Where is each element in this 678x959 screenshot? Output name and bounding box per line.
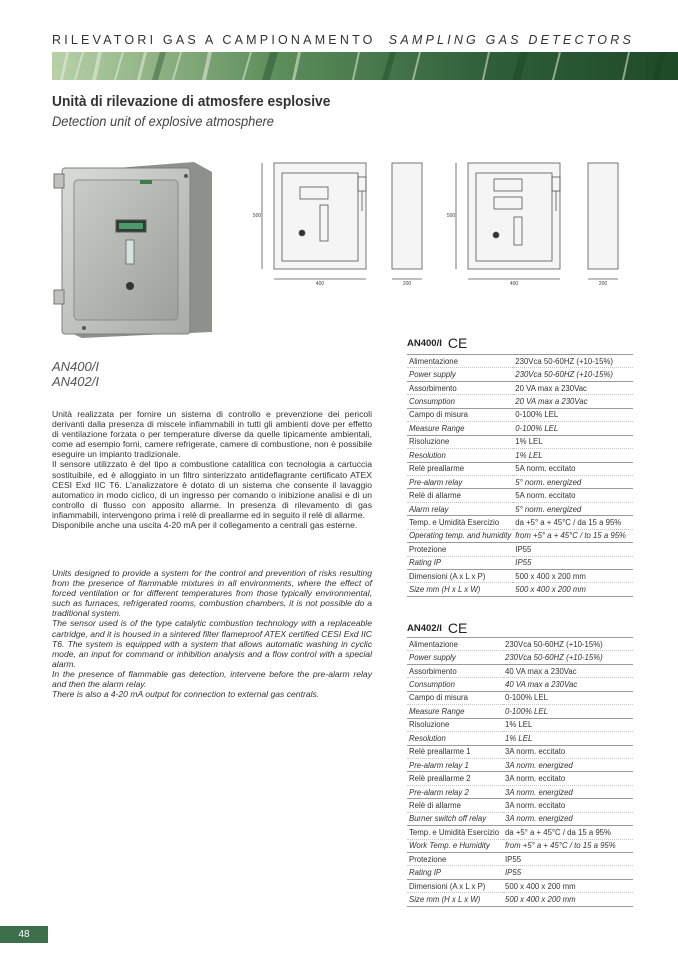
spec-row xyxy=(407,435,633,448)
spec-label: Dimensioni (A x L x P) xyxy=(407,570,513,583)
spec-value: 0-100% LEL xyxy=(513,422,633,435)
spec-value: 20 VA max a 230Vac xyxy=(513,381,633,394)
spec-label: Work Temp. e Humidity xyxy=(407,839,503,852)
spec-value: 500 x 400 x 200 mm xyxy=(513,570,633,583)
spec-row xyxy=(407,449,633,462)
spec-value: IP55 xyxy=(503,853,633,866)
spec-label: Alimentazione xyxy=(407,355,513,368)
spec-value: 5A norm. eccitato xyxy=(513,462,633,475)
spec-row xyxy=(407,799,633,812)
spec-row xyxy=(407,355,633,368)
model-name: AN400/I xyxy=(52,359,99,374)
spec-value: 20 VA max a 230Vac xyxy=(513,395,633,408)
spec-row xyxy=(407,758,633,771)
description-english xyxy=(52,568,372,699)
spec-value: 0-100% LEL xyxy=(503,705,633,718)
spec-label: Assorbimento xyxy=(407,381,513,394)
spec-value: IP55 xyxy=(503,866,633,879)
spec-label: Protezione xyxy=(407,853,503,866)
paragraph: Unità realizzata per fornire un sistema di controllo e prevenzione dei pericoli derivanti dalla presenza di miscele infiammabili in tutti gli ambienti dove per effetto di ventilazione forzata o per temperature diverse da quelle tipicamente ambientali, come ad esempio forni, camere refrigerate, camere di combustione, non è possibile eseguire un impianto tradizionale. xyxy=(52,409,372,460)
spec-label: Power supply xyxy=(407,368,513,381)
spec-value: 40 VA max a 230Vac xyxy=(503,664,633,677)
spec-row xyxy=(407,664,633,677)
spec-value: 230Vca 50-60HZ (+10-15%) xyxy=(513,355,633,368)
spec-row xyxy=(407,395,633,408)
spec-row xyxy=(407,570,633,583)
dim-width-2: 400 xyxy=(509,281,519,287)
spec-row xyxy=(407,422,633,435)
spec-value: 3A norm. energized xyxy=(503,812,633,825)
spec-label: Campo di misura xyxy=(407,408,513,421)
dim-width-1: 400 xyxy=(315,281,325,287)
spec-value: 5A norm. eccitato xyxy=(513,489,633,502)
spec-label: Measure Range xyxy=(407,705,503,718)
spec-title-an402 xyxy=(407,620,467,636)
spec-row xyxy=(407,691,633,704)
spec-row xyxy=(407,732,633,745)
spec-row xyxy=(407,502,633,515)
spec-value: 3A norm. energized xyxy=(503,758,633,771)
product-title-italian: Unità di rilevazione di atmosfere esplosive xyxy=(52,93,331,110)
spec-label: Rating IP xyxy=(407,556,513,569)
paragraph: In the presence of flammable gas detection, intervene before the pre-alarm relay and then the alarm relay. xyxy=(52,668,372,690)
paragraph: The sensor used is of the type catalytic combustion technology with a replaceable cartridge, and it is housed in a sintered filter flameproof ATEX certified CESI Exd IIC T6. The system is equipped with a system that allows automatic washing in cyclic mode, an input for command or inhibition analysis and a flow control with a special alarm. xyxy=(52,618,372,669)
spec-value: from +5° a + 45°C / to 15 a 95% xyxy=(513,529,633,542)
spec-value: 1% LEL xyxy=(513,435,633,448)
model-label: AN402/I xyxy=(407,622,442,634)
spec-label: Alarm relay xyxy=(407,502,513,515)
spec-title-an400 xyxy=(407,335,467,351)
spec-value: 5° norm. energized xyxy=(513,502,633,515)
spec-label: Relè di allarme xyxy=(407,489,513,502)
page-number: 48 xyxy=(0,926,48,943)
spec-row xyxy=(407,583,633,596)
model-name: AN402/I xyxy=(52,374,99,389)
spec-value: 500 x 400 x 200 mm xyxy=(513,583,633,596)
dim-depth-1: 200 xyxy=(402,281,412,287)
spec-row xyxy=(407,879,633,892)
spec-label: Rating IP xyxy=(407,866,503,879)
product-title-english: Detection unit of explosive atmosphere xyxy=(52,113,274,129)
spec-row xyxy=(407,556,633,569)
spec-label: Relè preallarme xyxy=(407,462,513,475)
spec-row xyxy=(407,745,633,758)
spec-row xyxy=(407,462,633,475)
spec-label: Power supply xyxy=(407,651,503,664)
spec-value: IP55 xyxy=(513,543,633,556)
product-photo xyxy=(44,160,214,340)
spec-row xyxy=(407,718,633,731)
spec-table-an402 xyxy=(407,637,633,907)
spec-value: 5° norm. energized xyxy=(513,475,633,488)
spec-row xyxy=(407,543,633,556)
spec-row xyxy=(407,475,633,488)
spec-label: Risoluzione xyxy=(407,718,503,731)
spec-label: Consumption xyxy=(407,678,503,691)
spec-row xyxy=(407,839,633,852)
ce-mark-icon: CE xyxy=(447,335,468,351)
spec-label: Pre-alarm relay xyxy=(407,475,513,488)
spec-row xyxy=(407,866,633,879)
spec-value: IP55 xyxy=(513,556,633,569)
spec-value: da +5° a + 45°C / da 15 a 95% xyxy=(503,826,633,839)
spec-row xyxy=(407,638,633,651)
spec-value: 500 x 400 x 200 mm xyxy=(503,893,633,906)
spec-value: 1% LEL xyxy=(503,732,633,745)
spec-row xyxy=(407,853,633,866)
spec-label: Protezione xyxy=(407,543,513,556)
spec-label: Operating temp. and humidity xyxy=(407,529,513,542)
spec-label: Relè preallarme 1 xyxy=(407,745,503,758)
model-names xyxy=(52,359,99,389)
spec-row xyxy=(407,368,633,381)
spec-value: 230Vca 50-60HZ (+10-15%) xyxy=(513,368,633,381)
spec-row xyxy=(407,516,633,529)
spec-row xyxy=(407,785,633,798)
spec-value: 3A norm. energized xyxy=(503,785,633,798)
spec-row xyxy=(407,826,633,839)
spec-value: 3A norm. eccitato xyxy=(503,799,633,812)
spec-row xyxy=(407,772,633,785)
section-title-italian: RILEVATORI GAS A CAMPIONAMENTO xyxy=(52,33,376,47)
description-italian xyxy=(52,409,372,530)
spec-row xyxy=(407,381,633,394)
spec-row xyxy=(407,678,633,691)
spec-row xyxy=(407,893,633,906)
spec-label: Pre-alarm relay 1 xyxy=(407,758,503,771)
spec-label: Resolution xyxy=(407,449,513,462)
spec-value: da +5° a + 45°C / da 15 a 95% xyxy=(513,516,633,529)
spec-value: 3A norm. eccitato xyxy=(503,745,633,758)
spec-value: 0-100% LEL xyxy=(513,408,633,421)
technical-drawing xyxy=(250,155,640,290)
spec-label: Size mm (H x L x W) xyxy=(407,583,513,596)
spec-label: Measure Range xyxy=(407,422,513,435)
spec-value: 40 VA max a 230Vac xyxy=(503,678,633,691)
spec-label: Dimensioni (A x L x P) xyxy=(407,879,503,892)
paragraph: Disponibile anche una uscita 4-20 mA per il collegamento a centrali gas esterne. xyxy=(52,520,358,531)
dim-height-2: 500 xyxy=(446,213,456,219)
spec-value: 3A norm. eccitato xyxy=(503,772,633,785)
spec-value: 230Vca 50-60HZ (+10-15%) xyxy=(503,651,633,664)
dim-depth-2: 200 xyxy=(598,281,608,287)
spec-value: 500 x 400 x 200 mm xyxy=(503,879,633,892)
spec-label: Size mm (H x L x W) xyxy=(407,893,503,906)
spec-label: Burner switch off relay xyxy=(407,812,503,825)
spec-row xyxy=(407,529,633,542)
spec-label: Relè di allarme xyxy=(407,799,503,812)
spec-label: Assorbimento xyxy=(407,664,503,677)
spec-table-an400 xyxy=(407,354,633,597)
spec-row xyxy=(407,651,633,664)
spec-row xyxy=(407,812,633,825)
dim-height-1: 500 xyxy=(252,213,262,219)
ce-mark-icon: CE xyxy=(447,620,468,636)
model-label: AN400/I xyxy=(407,337,442,349)
header-banner xyxy=(52,52,678,80)
spec-value: 0-100% LEL xyxy=(503,691,633,704)
spec-row xyxy=(407,705,633,718)
spec-label: Temp. e Umidità Esercizio xyxy=(407,826,503,839)
section-title-english: SAMPLING GAS DETECTORS xyxy=(388,33,634,47)
spec-value: 230Vca 50-60HZ (+10-15%) xyxy=(503,638,633,651)
paragraph: Il sensore utilizzato è del tipo a combustione catalitica con tecnologia a cartuccia sostituibile, ed è alloggiato in un filtro sinterizzato antideflagrante certificato ATEX CESI Exd IIC T6. L'analizzatore è dotato di un sistema che consente il lavaggio automatico in modo ciclico, di un ingresso per comando o inibizione analisi e di un controllo di flusso con apposito allarme. In presenza di rilevamento di gas infiammabili, intervengono prima i relè di preallarme ed in seguito il relè di allarme. xyxy=(52,459,372,520)
spec-label: Resolution xyxy=(407,732,503,745)
spec-label: Temp. e Umidità Esercizio xyxy=(407,516,513,529)
spec-row xyxy=(407,489,633,502)
spec-row xyxy=(407,408,633,421)
spec-value: 1% LEL xyxy=(513,449,633,462)
spec-label: Pre-alarm relay 2 xyxy=(407,785,503,798)
spec-value: 1% LEL xyxy=(503,718,633,731)
spec-label: Relè preallarme 2 xyxy=(407,772,503,785)
spec-label: Alimentazione xyxy=(407,638,503,651)
spec-label: Campo di misura xyxy=(407,691,503,704)
spec-label: Risoluzione xyxy=(407,435,513,448)
spec-value: from +5° a + 45°C / to 15 a 95% xyxy=(503,839,633,852)
paragraph: Units designed to provide a system for the control and prevention of risks resulting from the presence of flammable mixtures in all environments, where the effect of forced ventilation or for different temperatures from those typically environmental, such as furnaces, refrigerated rooms, combustion chambers, it is not possible do a traditional system. xyxy=(52,568,372,619)
paragraph: There is also a 4-20 mA output for connection to external gas centrals. xyxy=(52,689,320,700)
spec-label: Consumption xyxy=(407,395,513,408)
